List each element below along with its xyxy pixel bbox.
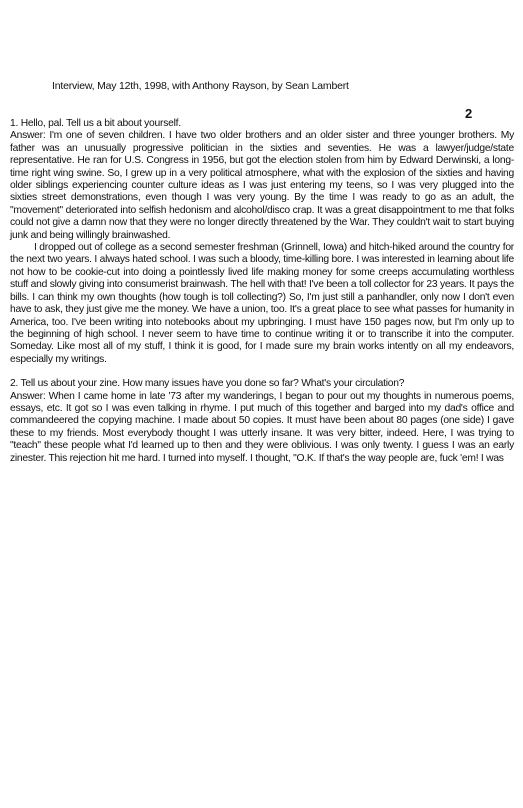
question-1: 1. Hello, pal. Tell us a bit about yourself. [10, 118, 181, 129]
interview-body [10, 118, 514, 465]
question-2: 2. Tell us about your zine. How many issues have you done so far? What's your circulation? [10, 378, 405, 390]
answer-2-paragraph-1: Answer: When I came home in late '73 after my wanderings, I began to pour out my thoughts in numerous poems, essays, etc. It got so I was even talking in rhyme. I put much of this together and barged into my dad's office and commandeered the copying machine. I made about 50 copies. It must have been about 80 pages (one side) I gave these to my friends. Most everybody thought I was utterly insane. It was very bitter, indeed. Here, I was trying to "teach" these people what I'd learned up to then and they were oblivious. I was only twenty. I guess I was an early zinester. This rejection hit me hard. I turned into myself. I thought, "O.K. If that's the way people are, fuck 'em! I was [10, 390, 514, 464]
page-number: 2 [465, 106, 473, 121]
answer-1-paragraph-1: Answer: I'm one of seven children. I have two older brothers and an older sister and three younger brothers. My father was an unusually progressive politician in the sixties and seventies. He was a lawyer/judge/state representative. He ran for U.S. Congress in 1956, but got the election stolen from him by Edward Derwinski, a long-time right wing swine. So, I grew up in a very political atmosphere, what with the explosion of the sixties and having older siblings experiencing counter culture ideas as I was just entering my teens, so I was very plugged into the sixties street demonstrations, even though I was very young. By the time I was ready to go as an adult, the "movement" deteriorated into selfish hedonism and alcohol/disco crap. It was a great disappointment to me that folks could not give a damn now that they were no longer directly threatened by the War. They couldn't wait to start buying junk and being willingly brainwashed. [10, 130, 514, 241]
answer-1-paragraph-2: I dropped out of college as a second semester freshman (Grinnell, Iowa) and hitch-hiked around the country for the next two years. I always hated school. I was such a bloody, time-killing bore. I was interested in learning about life not how to be cookie-cut into doing a pointlessly lived life making money for some creeps accumulating worthless stuff and slowly giving into consumerist brainwash. The hell with that! I've been a toll collector for 23 years. It pays the bills. I can think my own thoughts (how tough is toll collecting?) So, I'm just still a panhandler, only now I don't even have to ask, they just give me the money. We have a union, too. It's a great place to see what passes for humanity in America, too. I've been writing into notebooks about my upbringing. I must have 150 pages now, but I'm only up to the beginning of high school. I never seem to have time to continue writing it or to transcribe it into the computer. Someday. Like most all of my stuff, I think it is good, for I made sure my brain works intently on all my endeavors, especially my writings. [10, 242, 514, 365]
paragraph-spacer [10, 366, 514, 378]
interview-header: Interview, May 12th, 1998, with Anthony Rayson, by Sean Lambert [52, 80, 349, 92]
